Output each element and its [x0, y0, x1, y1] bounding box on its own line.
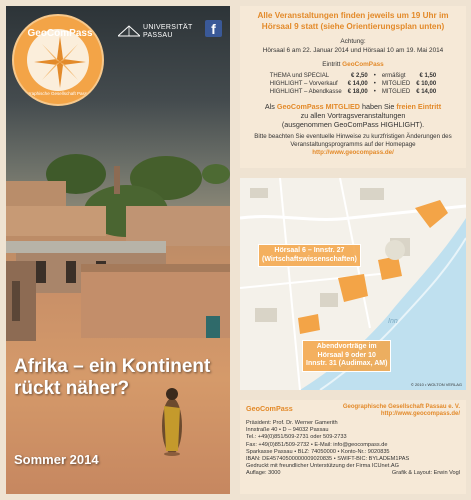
eintritt-heading	[240, 61, 466, 70]
river-label: Inn	[388, 318, 398, 325]
map-label2-line2: Hörsaal 9 oder 10	[317, 351, 376, 359]
contact-last-row	[246, 470, 460, 477]
logo-subtitle: Geographische Gesellschaft Passau e.V.	[19, 91, 101, 96]
cover-panel	[6, 6, 230, 494]
info-panel	[240, 6, 466, 168]
price-label: HIGHLIGHT – Vorverkauf	[269, 80, 338, 87]
map-label2-line1: Abendvorträge im	[316, 343, 377, 350]
info-heading: Alle Veranstaltungen finden jeweils um 19 Uhr im Hörsaal 9 statt (siehe Orientierungsplan unten)	[257, 11, 449, 31]
price-value: € 2,50	[351, 72, 368, 79]
university-name	[143, 24, 193, 40]
price-row	[267, 72, 439, 80]
price-label: THEMA und SPECIAL	[269, 72, 330, 79]
society-name: Geographische Gesellschaft Passau e. V.	[342, 404, 460, 410]
university-line2: PASSAU	[143, 32, 173, 39]
achtung-text: Hörsaal 6 am 22. Januar 2014 und Hörsaal 10 am 19. Mai 2014	[262, 46, 444, 54]
price-label-secondary: ermäßigt	[381, 72, 406, 79]
free-text-b: haben Sie	[361, 101, 395, 111]
homepage-note	[240, 133, 466, 157]
geocompass-logo	[12, 14, 104, 106]
design-credit: Grafik & Layout: Erwin Vogl	[391, 470, 460, 477]
contact-header	[246, 404, 460, 417]
note-text: Bitte beachten Sie eventuelle Hinweise zu kurzfristigen Änderungen des Veranstaltungsprogramms auf der Homepage	[254, 132, 452, 148]
university-emblem-icon	[118, 24, 140, 38]
contact-brand: GeoComPass	[246, 404, 293, 413]
contact-line: Tel.: +49(0)851/509-2731 oder 509-2733	[246, 434, 347, 441]
price-separator: •	[373, 72, 376, 79]
contact-panel	[240, 400, 466, 494]
contact-line: Sparkasse Passau • BLZ: 74050000 • Konto-Nr.: 9020835	[246, 448, 390, 455]
price-value-secondary: € 14,00	[416, 88, 437, 95]
map-label2-line3: Innstr. 31 (Audimax, AM)	[306, 360, 388, 367]
facebook-icon[interactable]: f	[205, 20, 222, 37]
free-text-a: Als	[264, 101, 275, 111]
map-label-hoersaal6	[258, 244, 361, 267]
contact-line: Gedruckt mit freundlicher Unterstützung der Firma ICUnet.AG	[246, 463, 399, 470]
contact-details	[246, 420, 460, 478]
price-label: HIGHLIGHT – Abendkasse	[269, 88, 342, 95]
headline-line1: Afrika – ein Kontinent	[14, 356, 211, 377]
headline	[14, 356, 226, 400]
free-brand: GeoComPass MITGLIED	[276, 101, 360, 111]
university-logo	[118, 22, 198, 42]
achtung-label: Achtung:	[340, 38, 366, 45]
headline-line2: rückt näher?	[14, 378, 130, 399]
season-label: Sommer 2014	[14, 452, 99, 467]
map-copyright: © 2010 • WOLTON VERLAG	[410, 382, 462, 387]
price-table	[267, 72, 439, 96]
price-separator: •	[373, 88, 376, 95]
contact-line: Präsident: Prof. Dr. Werner Gamerith	[246, 420, 338, 426]
price-label-secondary: MITGLIED	[381, 88, 411, 95]
member-free-entry	[240, 102, 466, 129]
free-strong: freien Eintritt	[396, 101, 442, 111]
society-info	[343, 404, 460, 418]
achtung-block	[240, 38, 466, 55]
price-row	[267, 80, 439, 88]
price-value: € 14,00	[347, 80, 368, 87]
homepage-link[interactable]: http://www.geocompass.de/	[312, 148, 394, 156]
eintritt-label: Eintritt	[322, 61, 341, 68]
map-label1-line1: Hörsaal 6 – Innstr. 27	[274, 247, 345, 254]
price-value-secondary: € 10,00	[416, 80, 437, 87]
contact-line: Innstraße 40 • D – 94032 Passau	[246, 427, 329, 434]
price-separator: •	[373, 80, 376, 87]
map-label1-line2: (Wirtschaftswissenschaften)	[262, 255, 357, 263]
free-line3: (ausgenommen GeoComPass HIGHLIGHT).	[281, 119, 425, 129]
eintritt-brand: GeoComPass	[342, 61, 384, 68]
contact-line: IBAN: DE45740500000009020835 • SWIFT-BIC: BYLADEM1PAS	[246, 456, 410, 463]
university-line1: UNIVERSITÄT	[143, 24, 193, 31]
society-link[interactable]: http://www.geocompass.de/	[380, 411, 460, 417]
price-value-secondary: € 1,50	[419, 72, 437, 79]
price-label-secondary: MITGLIED	[381, 80, 411, 87]
logo-title: GeoComPass	[27, 28, 93, 39]
orientation-map	[240, 178, 466, 390]
print-run: Auflage: 3000	[246, 470, 281, 477]
price-row	[267, 88, 439, 96]
contact-line: Fax: +49(0)851/509-2732 • E-Mail: info@geocompass.de	[246, 441, 388, 448]
map-label-audimax	[302, 340, 391, 372]
price-value: € 18,00	[347, 88, 368, 95]
free-line2: zu allen Vortragsveranstaltungen	[300, 110, 406, 120]
